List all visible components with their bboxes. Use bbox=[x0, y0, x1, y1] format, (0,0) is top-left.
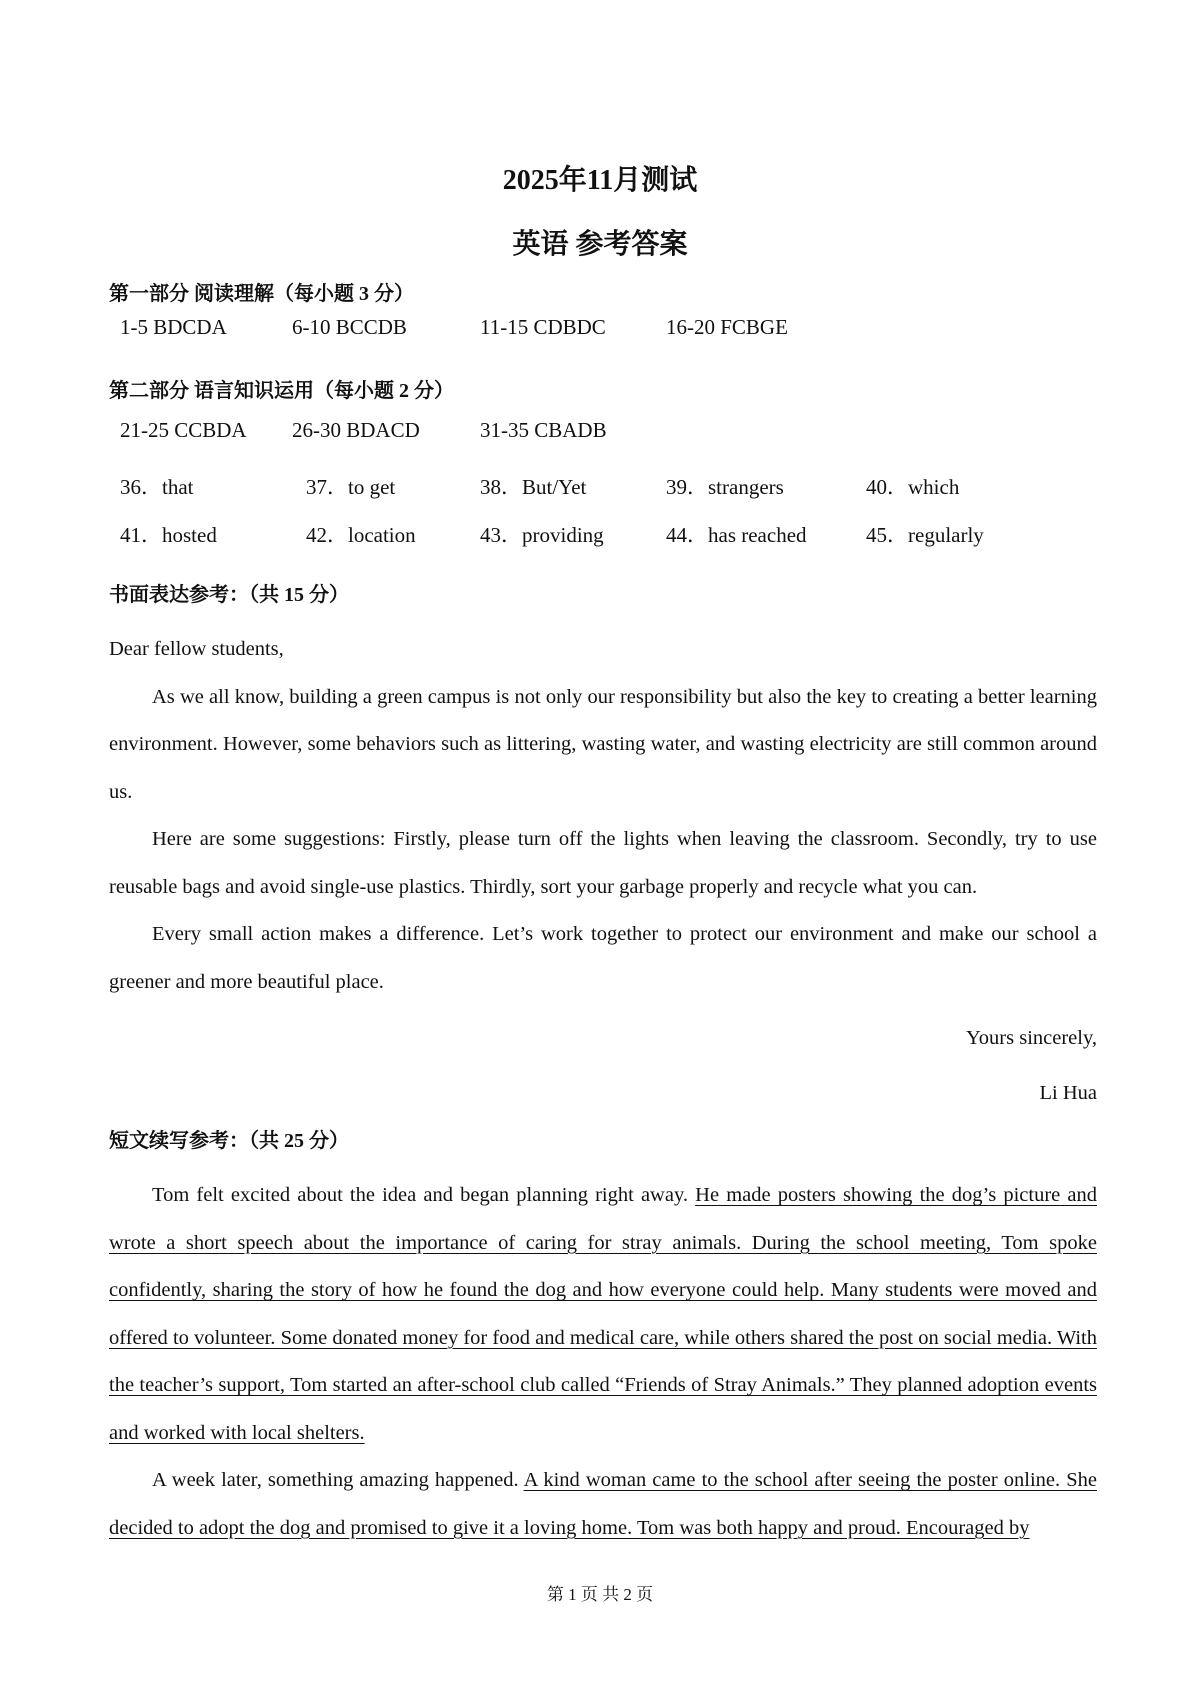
answer-group: 11-15 CDBDC bbox=[480, 315, 606, 339]
letter-salutation: Dear fellow students, bbox=[109, 638, 284, 660]
letter-paragraph: Here are some suggestions: Firstly, please turn off the lights when leaving the classroom. Secondly, try to use reusable bags and avoid single-use plastics. Thirdly, sort your garbage properly and recycle what you can. bbox=[109, 828, 1097, 898]
fill-answer: 39．strangers bbox=[666, 475, 784, 499]
answer-group: 26-30 BDACD bbox=[292, 418, 420, 442]
fill-answer: 41．hosted bbox=[120, 523, 217, 547]
continuation-text bbox=[109, 1172, 1097, 1552]
writing-letter bbox=[109, 626, 1097, 1006]
fill-answer: 44．has reached bbox=[666, 523, 807, 547]
fill-answer: 45．regularly bbox=[866, 523, 984, 547]
answer-group: 31-35 CBADB bbox=[480, 418, 607, 442]
fill-answer: 43．providing bbox=[480, 523, 604, 547]
letter-paragraph: Every small action makes a difference. Let’s work together to protect our environment and make our school a greener and more beautiful place. bbox=[109, 923, 1097, 993]
answer-group: 6-10 BCCDB bbox=[292, 315, 407, 339]
underlined-text: He made posters showing the dog’s picture and wrote a short speech about the importance of caring for stray animals. During the school meeting, Tom spoke confidently, sharing the story of how he found the dog and how everyone could help. Many students were moved and offered to volunteer. Some donated money for food and medical care, while others shared the post on social media. With the teacher’s support, Tom started an after-school club called “Friends of Stray Animals.” They planned adoption events and worked with local shelters. bbox=[109, 1184, 1097, 1444]
answer-group: 16-20 FCBGE bbox=[666, 315, 788, 339]
fill-answer: 42．location bbox=[306, 523, 416, 547]
part2-heading: 第二部分 语言知识运用（每小题 2 分） bbox=[109, 380, 454, 402]
paragraph-lead: Tom felt excited about the idea and began planning right away. bbox=[152, 1184, 696, 1206]
page-subtitle: 英语 参考答案 bbox=[512, 229, 688, 260]
letter-signature: Li Hua bbox=[1039, 1082, 1097, 1104]
paragraph-lead: A week later, something amazing happened. bbox=[152, 1469, 524, 1491]
fill-answer: 37．to get bbox=[306, 475, 396, 499]
page-title: 2025年11月测试 bbox=[502, 165, 698, 196]
fill-answer: 36．that bbox=[120, 475, 194, 499]
underlined-text: A kind woman came to the school after seeing the poster online. She decided to adopt the dog and promised to give it a loving home. Tom was both happy and proud. Encouraged by bbox=[109, 1469, 1097, 1539]
page-footer: 第 1 页 共 2 页 bbox=[546, 1585, 654, 1604]
continuation-paragraph bbox=[109, 1172, 1097, 1457]
answer-group: 21-25 CCBDA bbox=[120, 418, 247, 442]
answer-group: 1-5 BDCDA bbox=[120, 315, 227, 339]
writing-heading: 书面表达参考：（共 15 分） bbox=[109, 584, 349, 606]
continuation-heading: 短文续写参考：（共 25 分） bbox=[109, 1130, 349, 1152]
part1-heading: 第一部分 阅读理解（每小题 3 分） bbox=[109, 283, 414, 305]
continuation-paragraph bbox=[109, 1457, 1097, 1552]
fill-answer: 40．which bbox=[866, 475, 960, 499]
letter-closing: Yours sincerely, bbox=[966, 1027, 1097, 1049]
letter-paragraph: As we all know, building a green campus is not only our responsibility but also the key to creating a better learning environment. However, some behaviors such as littering, wasting water, and wasting electricity are still common around us. bbox=[109, 685, 1097, 803]
fill-answer: 38．But/Yet bbox=[480, 475, 587, 499]
